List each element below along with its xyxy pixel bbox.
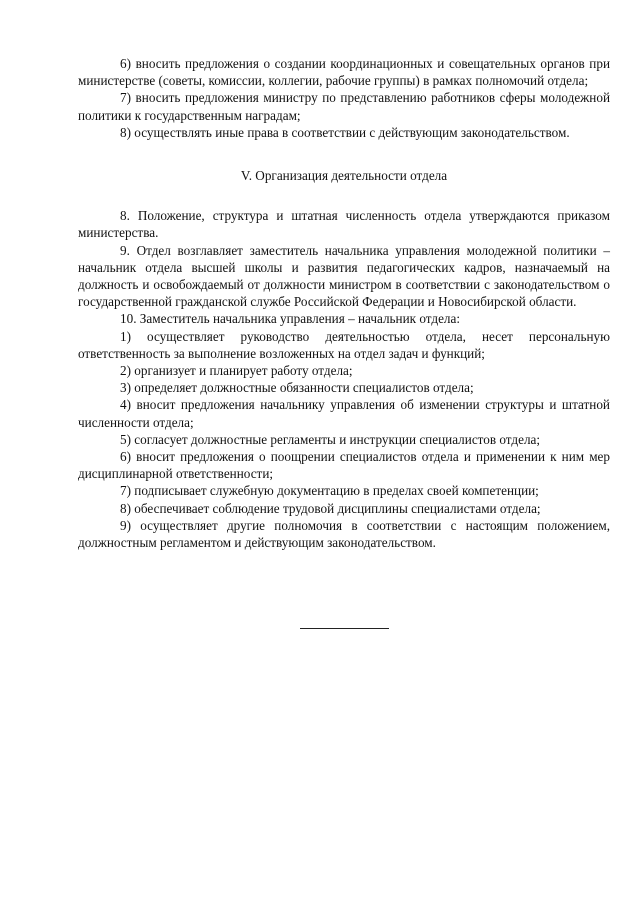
list-item: 4) вносит предложения начальнику управления об изменении структуры и штатной численности отдела; <box>78 397 610 430</box>
end-separator-line <box>300 628 389 629</box>
list-item: 1) осуществляет руководство деятельностью отдела, несет персональную ответственность за выполнение возложенных на отдел задач и функций; <box>78 328 610 361</box>
list-item: 10. Заместитель начальника управления – начальник отдела: <box>120 311 461 327</box>
list-item: 8. Положение, структура и штатная численность отдела утверждаются приказом министерства. <box>78 208 610 241</box>
list-item: 2) организует и планирует работу отдела; <box>120 363 353 379</box>
list-item: 7) подписывает служебную документацию в пределах своей компетенции; <box>120 483 539 499</box>
document-body <box>78 55 610 551</box>
section-heading: V. Организация деятельности отдела <box>240 168 448 184</box>
list-item: 5) согласует должностные регламенты и инструкции специалистов отдела; <box>120 431 541 447</box>
list-item: 7) вносить предложения министру по представлению работников сферы молодежной политики к государственным наградам; <box>78 90 610 123</box>
list-item: 8) обеспечивает соблюдение трудовой дисциплины специалистами отдела; <box>120 500 541 516</box>
list-item: 6) вносить предложения о создании координационных и совещательных органов при министерстве (советы, комиссии, коллегии, рабочие группы) в рамках полномочий отдела; <box>78 56 610 89</box>
list-item: 3) определяет должностные обязанности специалистов отдела; <box>120 380 474 396</box>
list-item: 8) осуществлять иные права в соответствии с действующим законодательством. <box>120 124 570 140</box>
list-item: 9) осуществляет другие полномочия в соответствии с настоящим положением, должностным регламентом и действующим законодательством. <box>78 517 610 551</box>
list-item: 6) вносит предложения о поощрении специалистов отдела и применении к ним мер дисциплинарной ответственности; <box>78 449 610 482</box>
list-item: 9. Отдел возглавляет заместитель начальника управления молодежной политики – начальник отдела высшей школы и развития педагогических кадров, назначаемый на должность и освобождаемый от должности министром в соответствии с законодательством о государственной гражданской службе Российской Федерации и Новосибирской области. <box>78 242 610 310</box>
